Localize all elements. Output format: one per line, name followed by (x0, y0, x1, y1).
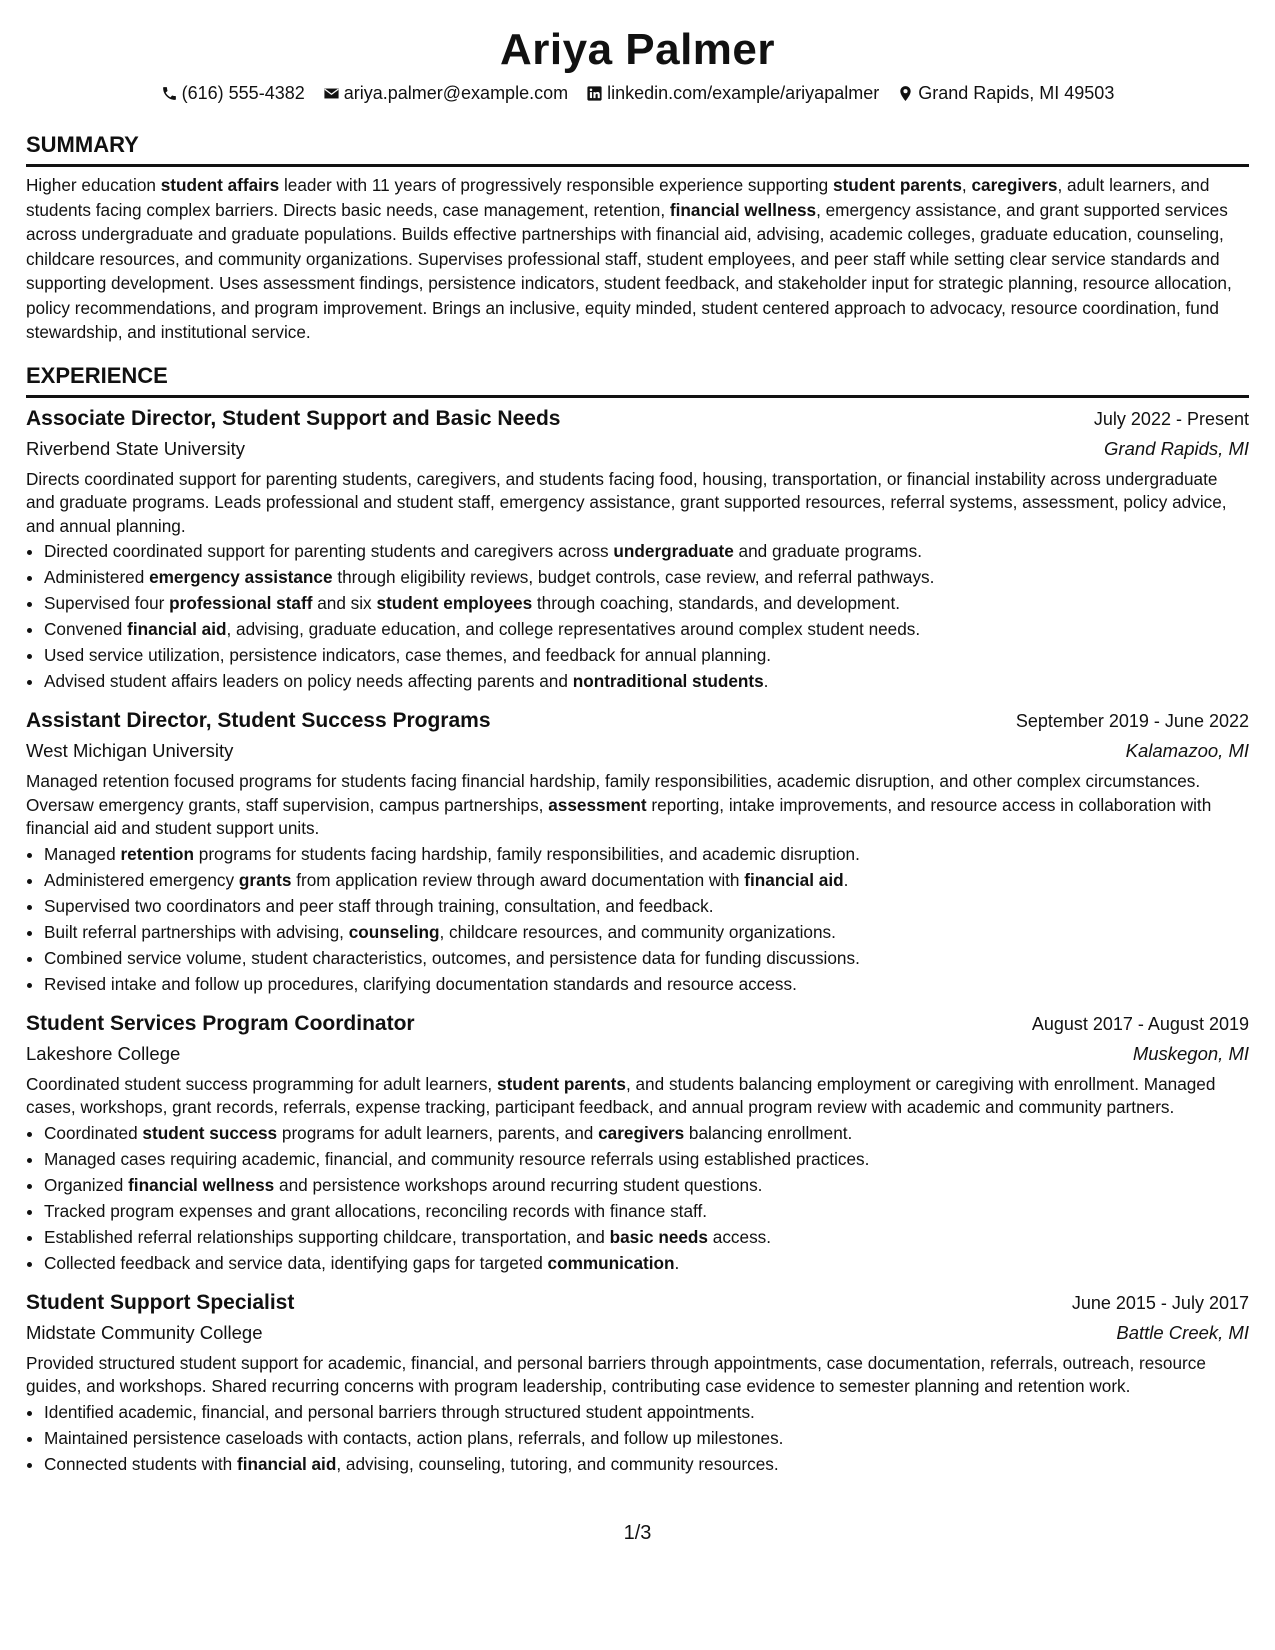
bold-keyword: professional staff (169, 593, 313, 613)
linkedin-icon (586, 85, 603, 102)
job-title: Student Support Specialist (26, 1290, 295, 1314)
job-bullets (26, 538, 1249, 694)
bold-keyword: financial aid (237, 1453, 337, 1474)
bold-keyword: grants (238, 869, 292, 890)
job-location: Kalamazoo, MI (1125, 740, 1249, 761)
contact-phone[interactable] (161, 80, 305, 106)
bold-keyword: nontraditional students (572, 671, 764, 691)
text-run: Managed retention focused programs for students facing financial hardship, family responsibilities, academic disruption, and other complex circumstances. Oversaw emergency grants, staff supervision, campus partnerships, (26, 771, 1201, 815)
text-run: Used service utilization, persistence indicators, case themes, and feedback for annual planning. (44, 645, 772, 665)
phone-icon (161, 85, 178, 102)
job-org-row (26, 434, 1249, 464)
text-run: and persistence workshops around recurring student questions. (274, 1174, 763, 1195)
text-run: , advising, counseling, tutoring, and community resources. (336, 1453, 779, 1474)
bullet-item (44, 1250, 1249, 1276)
text-run: Directed coordinated support for parenting students and caregivers across (44, 541, 614, 561)
bold-keyword: assessment (548, 794, 647, 815)
text-run: from application review through award documentation with (291, 869, 745, 890)
text-run: Connected students with (44, 1453, 237, 1474)
job-org-row (26, 736, 1249, 766)
job-header-row (26, 404, 1249, 434)
job-title: Assistant Director, Student Success Programs (26, 709, 491, 732)
bold-keyword: student employees (376, 593, 533, 613)
text-run: Provided structured student support for academic, financial, and personal barriers through appointments, case documentation, referrals, outreach, resource guides, and workshops. Shared recurring concerns with program leadership, contributing case evidence to semester planning and retention work. (26, 1352, 1206, 1396)
bold-keyword: financial aid (744, 869, 844, 890)
job-entry (26, 1288, 1249, 1477)
job-location: Muskegon, MI (1132, 1042, 1249, 1064)
text-run: , adult learners, and students facing complex barriers. Directs basic needs, case management, retention, (26, 175, 1210, 220)
bold-keyword: student success (142, 1122, 278, 1143)
bullet-item (44, 945, 1249, 971)
text-run: programs for students facing hardship, family responsibilities, and academic disruption. (193, 843, 860, 864)
job-organization: Riverbend State University (26, 437, 246, 459)
bullet-item (44, 1399, 1249, 1425)
text-run: access. (708, 1226, 772, 1247)
text-run: programs for adult learners, parents, and (277, 1122, 599, 1143)
bullet-item (44, 668, 1249, 694)
job-bullets (26, 1399, 1249, 1477)
bold-keyword: basic needs (609, 1226, 708, 1247)
bold-keyword: caregivers (598, 1122, 685, 1143)
job-entry (26, 1009, 1249, 1276)
bold-keyword: student parents (832, 175, 962, 195)
experience-heading: EXPERIENCE (26, 361, 1249, 398)
bullet-item (44, 538, 1249, 564)
bold-keyword: communication (547, 1252, 675, 1273)
resume-page (26, 0, 1249, 1477)
contact-bar (26, 80, 1249, 106)
job-org-row (26, 1039, 1249, 1069)
text-run: . (674, 1252, 680, 1273)
email-text: ariya.palmer@example.com (343, 83, 569, 103)
bold-keyword: retention (120, 843, 194, 864)
text-run: Organized (44, 1174, 129, 1195)
job-dates: June 2015 - July 2017 (1071, 1292, 1249, 1313)
job-description (26, 468, 1249, 539)
text-run: Tracked program expenses and grant allocations, reconciling records with finance staff. (44, 1200, 708, 1221)
bold-keyword: caregivers (971, 175, 1058, 195)
bullet-item (44, 1425, 1249, 1451)
text-run: Coordinated (44, 1122, 143, 1143)
text-run: , childcare resources, and community organizations. (439, 921, 836, 942)
job-description (26, 1352, 1249, 1399)
text-run: Established referral relationships supporting childcare, transportation, and (44, 1226, 610, 1247)
bullet-item (44, 867, 1249, 893)
job-org-row (26, 1318, 1249, 1348)
text-run: , emergency assistance, and grant supported services across undergraduate and graduate populations. Builds effective partnerships with financial aid, advising, academic colleges, graduate education, counseling, childcare resources, and community organizations. Supervises professional staff, student employees, and peer staff while setting clear service standards and supporting development. Uses assessment findings, persistence indicators, student feedback, and stakeholder input for strategic planning, resource allocation, policy recommendations, and program improvement. Brings an inclusive, equity minded, student centered approach to advocacy, resource coordination, fund stewardship, and institutional service. (26, 199, 1232, 342)
job-title: Associate Director, Student Support and Basic Needs (26, 406, 561, 430)
linkedin-text: linkedin.com/example/ariyapalmer (607, 83, 880, 103)
bullet-item (44, 1451, 1249, 1477)
bold-keyword: counseling (348, 921, 440, 942)
text-run: Managed (44, 843, 121, 864)
text-run: Administered (44, 567, 150, 587)
bullet-item (44, 616, 1249, 642)
bullet-item (44, 1224, 1249, 1250)
bullet-item (44, 564, 1249, 590)
text-run: . (843, 869, 849, 890)
text-run: Advised student affairs leaders on policy needs affecting parents and (44, 671, 573, 691)
candidate-name: Ariya Palmer (499, 25, 776, 74)
bullet-item (44, 1198, 1249, 1224)
contact-linkedin[interactable] (586, 80, 879, 106)
location-text: Grand Rapids, MI 49503 (918, 83, 1115, 103)
map-pin-icon (897, 85, 914, 102)
text-run: Supervised two coordinators and peer staff through training, consultation, and feedback. (44, 895, 714, 916)
job-title: Student Services Program Coordinator (26, 1011, 415, 1035)
job-dates: September 2019 - June 2022 (1015, 711, 1249, 731)
bullet-item (44, 1146, 1249, 1172)
bullet-item (44, 1120, 1249, 1146)
phone-text: (616) 555-4382 (181, 83, 305, 103)
summary-heading: SUMMARY (26, 130, 1249, 167)
text-run: , advising, graduate education, and college representatives around complex student needs. (226, 619, 921, 639)
job-entry (26, 706, 1249, 997)
text-run: and graduate programs. (733, 541, 922, 561)
job-dates: July 2022 - Present (1093, 408, 1249, 429)
text-run: Managed cases requiring academic, financial, and community resource referrals using established practices. (44, 1148, 870, 1169)
text-run: Identified academic, financial, and personal barriers through structured student appointments. (44, 1401, 755, 1422)
job-dates: August 2017 - August 2019 (1031, 1013, 1249, 1034)
text-run: reporting, intake improvements, and resource access in collaboration with financial aid and student support units. (26, 794, 1212, 838)
text-run: Convened (44, 619, 128, 639)
job-organization: Lakeshore College (26, 1042, 181, 1064)
text-run: Maintained persistence caseloads with contacts, action plans, referrals, and follow up milestones. (44, 1427, 784, 1448)
contact-location (897, 80, 1114, 106)
job-header-row (26, 1288, 1249, 1318)
text-run: through eligibility reviews, budget controls, case review, and referral pathways. (332, 567, 935, 587)
text-run: , and students balancing employment or caregiving with enrollment. Managed cases, workshops, grant records, referrals, expense tracking, participant feedback, and annual program review with academic and community partners. (26, 1073, 1216, 1117)
job-header-row (26, 706, 1249, 736)
experience-list (26, 404, 1249, 1477)
text-run: Collected feedback and service data, identifying gaps for targeted (44, 1252, 548, 1273)
text-run: . (763, 671, 769, 691)
bullet-item (44, 1172, 1249, 1198)
job-entry (26, 404, 1249, 695)
job-description (26, 770, 1249, 841)
text-run: Coordinated student success programming for adult learners, (26, 1073, 497, 1094)
bold-keyword: undergraduate (613, 541, 734, 561)
job-location: Grand Rapids, MI (1104, 437, 1249, 459)
page-number: 1/3 (623, 1522, 652, 1544)
summary-text (26, 173, 1249, 345)
contact-email[interactable] (323, 80, 568, 106)
bold-keyword: financial aid (127, 619, 227, 639)
bullet-item (44, 642, 1249, 668)
text-run: leader with 11 years of progressively responsible experience supporting (279, 175, 833, 195)
text-run: through coaching, standards, and development. (532, 593, 900, 613)
bold-keyword: financial wellness (128, 1174, 275, 1195)
text-run: balancing enrollment. (684, 1122, 853, 1143)
job-bullets (26, 1120, 1249, 1276)
text-run: Supervised four (44, 593, 170, 613)
text-run: Built referral partnerships with advising, (44, 921, 349, 942)
bullet-item (44, 893, 1249, 919)
job-header-row (26, 1009, 1249, 1039)
bullet-item (44, 919, 1249, 945)
text-run: and six (312, 593, 377, 613)
bold-keyword: emergency assistance (149, 567, 333, 587)
job-organization: West Michigan University (26, 740, 234, 761)
envelope-icon (323, 85, 340, 102)
job-bullets (26, 841, 1249, 997)
bold-keyword: student affairs (160, 175, 280, 195)
bold-keyword: financial wellness (669, 199, 817, 220)
text-run: Combined service volume, student characteristics, outcomes, and persistence data for funding discussions. (44, 947, 860, 968)
text-run: Directs coordinated support for parenting students, caregivers, and students facing food, housing, transportation, or financial instability across undergraduate and graduate programs. Leads professional and student staff, emergency assistance, grant supported resources, referral systems, assessment, policy advice, and annual planning. (26, 468, 1227, 536)
bullet-item (44, 841, 1249, 867)
job-location: Battle Creek, MI (1116, 1321, 1249, 1343)
job-description (26, 1073, 1249, 1120)
bullet-item (44, 590, 1249, 616)
bold-keyword: student parents (497, 1073, 626, 1094)
text-run: Administered emergency (44, 869, 239, 890)
job-organization: Midstate Community College (26, 1321, 263, 1343)
text-run: Higher education (26, 175, 161, 195)
text-run: Revised intake and follow up procedures, clarifying documentation standards and resource access. (44, 973, 797, 994)
text-run: , (961, 175, 972, 195)
bullet-item (44, 971, 1249, 997)
